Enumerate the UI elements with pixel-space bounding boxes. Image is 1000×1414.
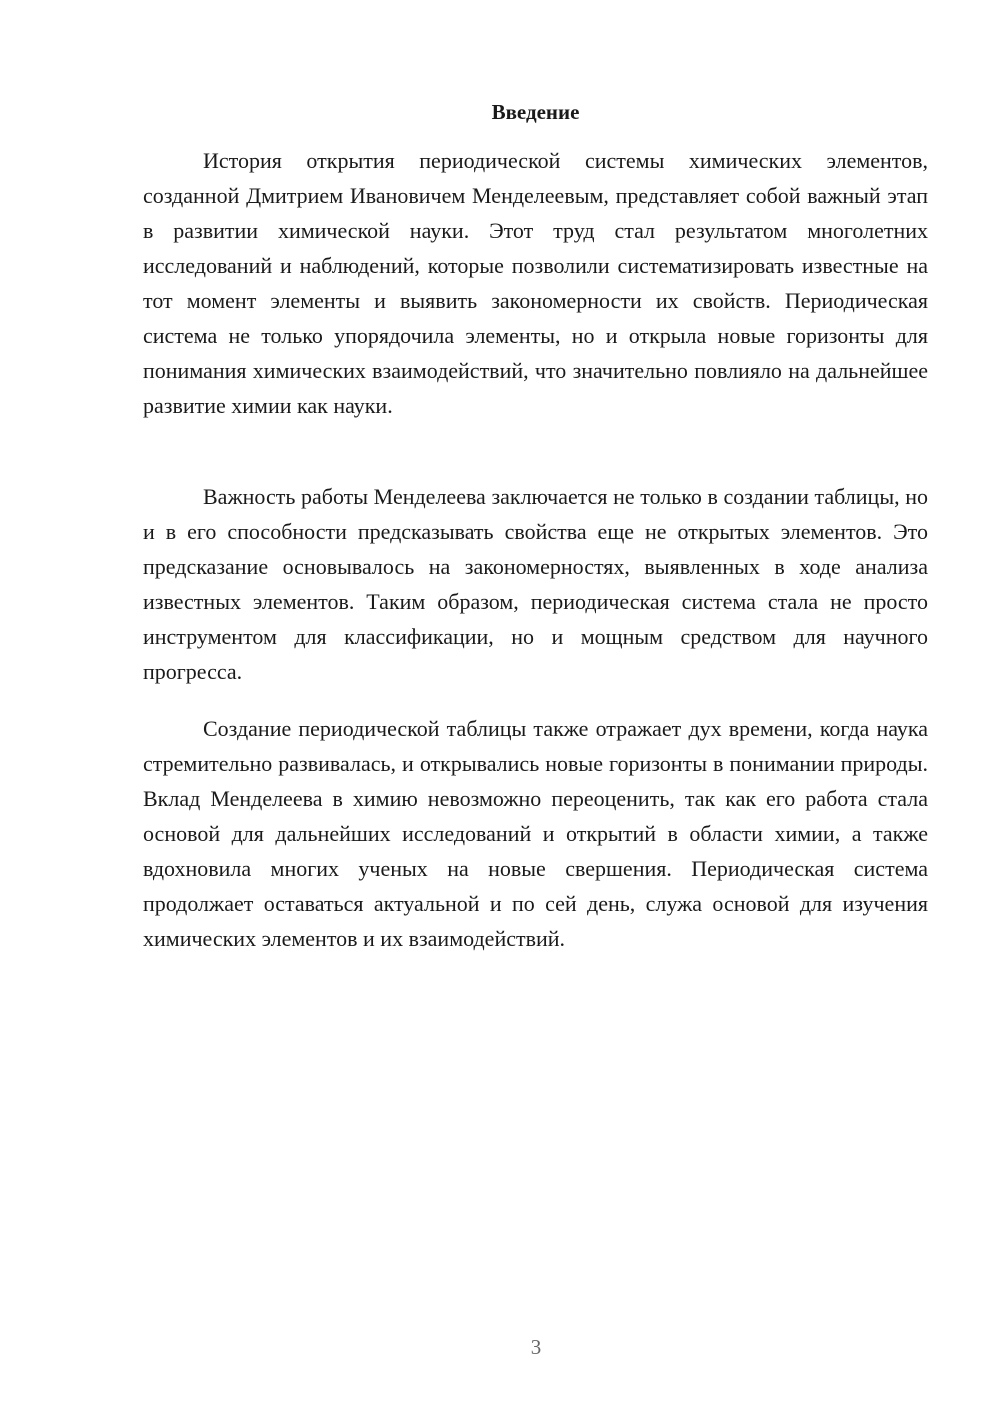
paragraph-3: Создание периодической таблицы также отражает дух времени, когда наука стремительно развивалась, и открывались новые горизонты в понимании природы. Вклад Менделеева в химию невозможно переоценить, так как его работа стала основой для дальнейших исследований и открытий в области химии, а также вдохновила многих ученых на новые свершения. Периодическая система продолжает оставаться актуальной и по сей день, служа основой для изучения химических элементов и их взаимодействий. <box>143 716 928 951</box>
paragraph-2: Важность работы Менделеева заключается не только в создании таблицы, но и в его способности предсказывать свойства еще не открытых элементов. Это предсказание основывалось на закономерностях, выявленных в ходе анализа известных элементов. Таким образом, периодическая система стала не просто инструментом для классификации, но и мощным средством для научного прогресса. <box>143 484 928 684</box>
paragraph-1: История открытия периодической системы химических элементов, созданной Дмитрием Ивановичем Менделеевым, представляет собой важный этап в развитии химической науки. Этот труд стал результатом многолетних исследований и наблюдений, которые позволили систематизировать известные на тот момент элементы и выявить закономерности их свойств. Периодическая система не только упорядочила элементы, но и открыла новые горизонты для понимания химических взаимодействий, что значительно повлияло на дальнейшее развитие химии как науки. <box>143 148 928 418</box>
page-number: 3 <box>530 1335 542 1359</box>
section-title: Введение <box>491 100 580 124</box>
